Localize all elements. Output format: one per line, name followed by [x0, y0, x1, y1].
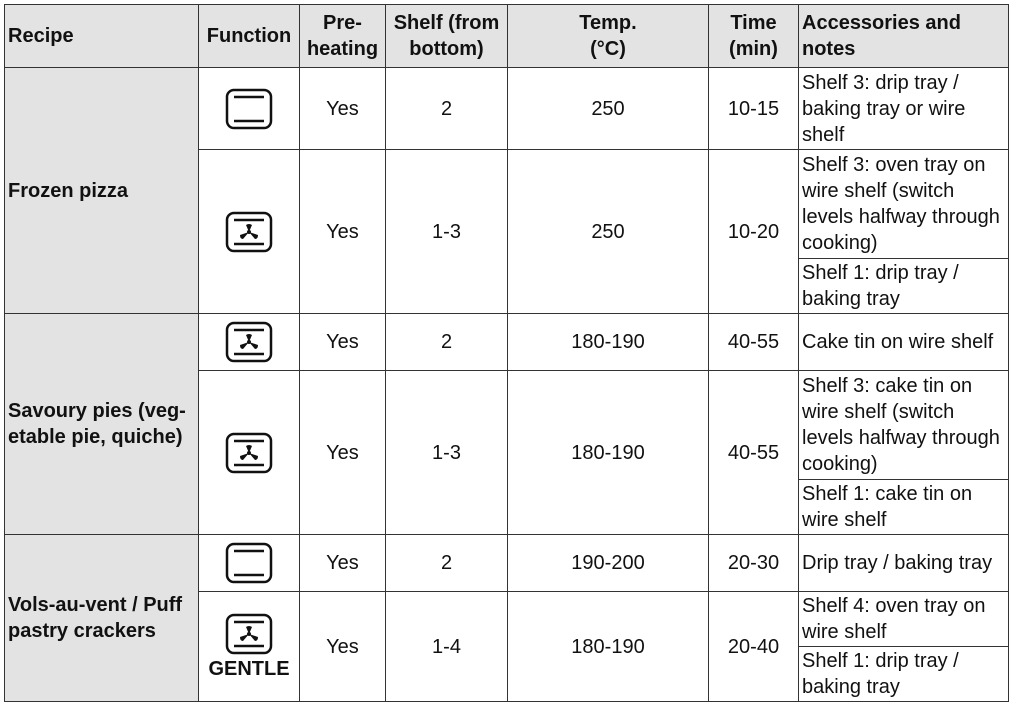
header-row	[5, 5, 1009, 68]
preheat-cell: Yes	[300, 314, 386, 371]
recipe-cell: Savoury pies (veg-etable pie, quiche)	[5, 314, 199, 535]
notes-cell: Shelf 3: cake tin on wire shelf (switch levels halfway through cooking)	[799, 371, 1009, 480]
notes-cell: Shelf 3: drip tray / baking tray or wire shelf	[799, 68, 1009, 150]
function-cell	[199, 314, 300, 371]
fan-oven-icon	[225, 613, 273, 655]
time-cell: 20-30	[709, 535, 799, 592]
function-cell	[199, 535, 300, 592]
recipe-cell: Vols-au-vent / Puff pastry crackers	[5, 535, 199, 702]
preheat-cell: Yes	[300, 371, 386, 535]
preheat-cell: Yes	[300, 68, 386, 150]
fan-oven-icon	[225, 321, 273, 363]
table-row	[5, 314, 1009, 371]
table-row	[5, 68, 1009, 150]
time-cell: 40-55	[709, 314, 799, 371]
cooking-table	[4, 4, 1009, 702]
temp-cell: 180-190	[508, 592, 709, 702]
notes-cell: Drip tray / baking tray	[799, 535, 1009, 592]
conventional-oven-icon	[225, 542, 273, 584]
notes-cell: Shelf 3: oven tray on wire shelf (switch levels halfway through cooking)	[799, 150, 1009, 259]
notes-cell: Shelf 4: oven tray on wire shelf	[799, 592, 1009, 647]
temp-cell: 180-190	[508, 371, 709, 535]
shelf-cell: 2	[386, 535, 508, 592]
fan-oven-icon	[225, 432, 273, 474]
header-recipe: Recipe	[5, 5, 199, 68]
time-cell: 40-55	[709, 371, 799, 535]
function-cell	[199, 592, 300, 702]
notes-cell: Shelf 1: drip tray / baking tray	[799, 259, 1009, 314]
header-time: Time (min)	[709, 5, 799, 68]
header-preheating: Pre- heating	[300, 5, 386, 68]
preheat-cell: Yes	[300, 535, 386, 592]
header-function: Function	[199, 5, 300, 68]
function-cell	[199, 68, 300, 150]
shelf-cell: 2	[386, 68, 508, 150]
temp-cell: 190-200	[508, 535, 709, 592]
time-cell: 10-20	[709, 150, 799, 314]
shelf-cell: 1-3	[386, 371, 508, 535]
temp-cell: 180-190	[508, 314, 709, 371]
shelf-cell: 2	[386, 314, 508, 371]
temp-cell: 250	[508, 68, 709, 150]
shelf-cell: 1-3	[386, 150, 508, 314]
notes-cell: Cake tin on wire shelf	[799, 314, 1009, 371]
temp-cell: 250	[508, 150, 709, 314]
time-cell: 10-15	[709, 68, 799, 150]
fan-oven-icon	[225, 211, 273, 253]
shelf-cell: 1-4	[386, 592, 508, 702]
table-row	[5, 535, 1009, 592]
header-temp: Temp. (°C)	[508, 5, 709, 68]
function-cell	[199, 371, 300, 535]
header-shelf: Shelf (from bottom)	[386, 5, 508, 68]
notes-cell: Shelf 1: drip tray / baking tray	[799, 647, 1009, 702]
recipe-cell: Frozen pizza	[5, 68, 199, 314]
conventional-oven-icon	[225, 88, 273, 130]
function-cell	[199, 150, 300, 314]
preheat-cell: Yes	[300, 592, 386, 702]
preheat-cell: Yes	[300, 150, 386, 314]
function-label: GENTLE	[208, 657, 290, 680]
header-notes: Accessories and notes	[799, 5, 1009, 68]
notes-cell: Shelf 1: cake tin on wire shelf	[799, 480, 1009, 535]
time-cell: 20-40	[709, 592, 799, 702]
